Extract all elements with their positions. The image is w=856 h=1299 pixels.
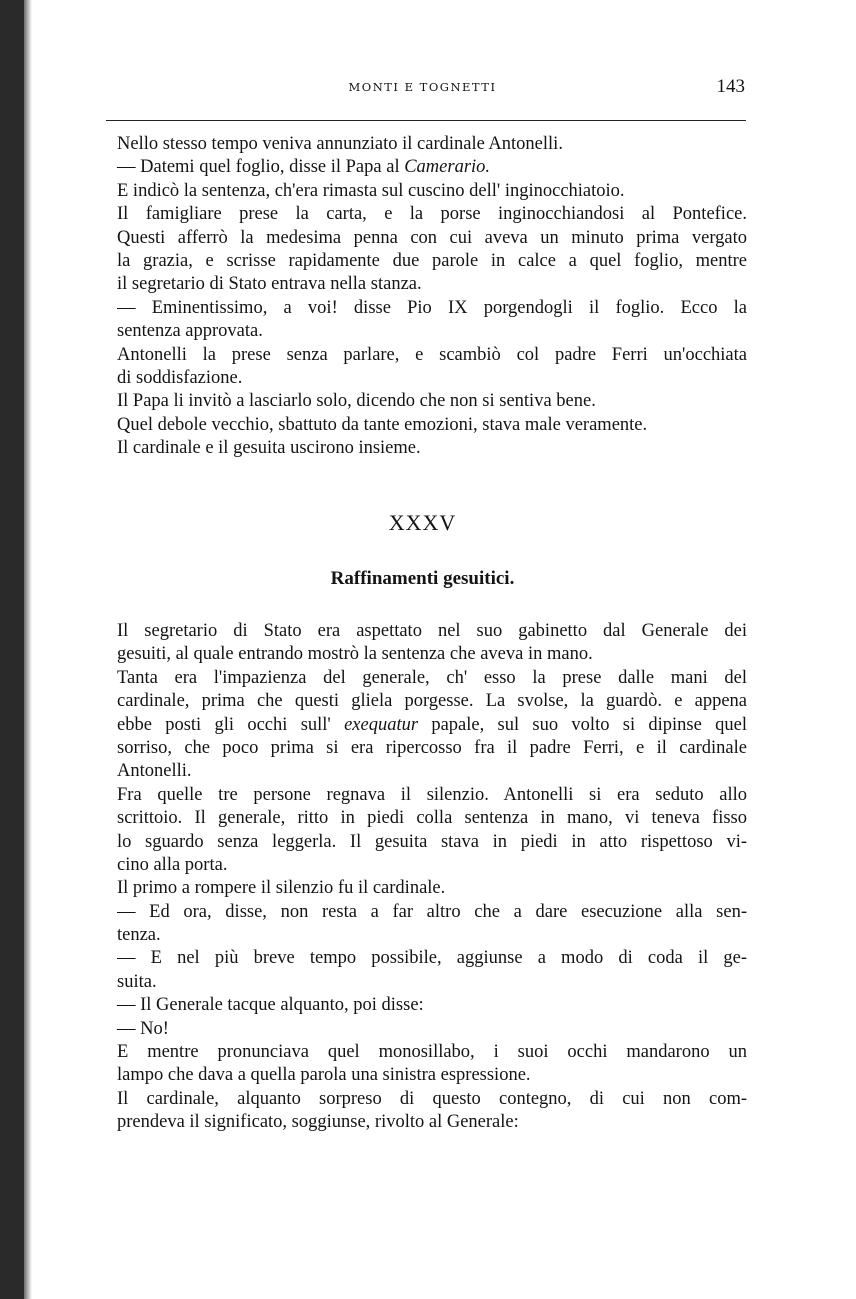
text-block-before-chapter (117, 133, 747, 460)
text-line: gesuiti, al quale entrando mostrò la sentenza che aveva in mano. (117, 644, 593, 665)
text-block-after-chapter (117, 620, 747, 1135)
text-line: — Ed ora, disse, non resta a far altro che a dare esecuzione alla sen- (117, 901, 747, 922)
book-binding-shadow (0, 0, 24, 1299)
text-line: tenza. (117, 925, 161, 946)
text-line: Antonelli la prese senza parlare, e scambiò col padre Ferri un'occhiata (117, 344, 747, 365)
text-line: sentenza approvata. (117, 321, 263, 342)
text-line: Quel debole vecchio, sbattuto da tante emozioni, stava male veramente. (117, 414, 648, 435)
text-line: di soddisfazione. (117, 367, 243, 388)
text-line: Nello stesso tempo veniva annunziato il cardinale Antonelli. (117, 134, 563, 154)
text-line: — Eminentissimo, a voi! disse Pio IX porgendogli il foglio. Ecco la (117, 297, 747, 318)
text-line: prendeva il significato, soggiunse, rivolto al Generale: (117, 1112, 519, 1133)
chapter-number: XXXV (388, 510, 457, 535)
text-line: la grazia, e scrisse rapidamente due parole in calce a quel foglio, mentre (117, 250, 747, 271)
binding-edge (24, 0, 32, 1299)
text-line: Antonelli. (117, 761, 192, 782)
text-line: Il Papa li invitò a lasciarlo solo, dicendo che non si sentiva bene. (117, 391, 596, 412)
text-line: — Il Generale tacque alquanto, poi disse: (117, 995, 424, 1016)
running-title: MONTI E TOGNETTI (348, 80, 497, 94)
text-line: Il cardinale e il gesuita uscirono insieme. (117, 438, 421, 459)
text-line: — Datemi quel foglio, disse il Papa al Camerario. (117, 157, 491, 178)
text-line: lampo che dava a quella parola una sinistra espressione. (117, 1065, 531, 1086)
text-line: Tanta era l'impazienza del generale, ch' esso la prese dalle mani del (117, 667, 747, 688)
text-line: — No! (117, 1018, 169, 1039)
text-line: cino alla porta. (117, 854, 228, 875)
text-line: il segretario di Stato entrava nella stanza. (117, 274, 422, 295)
text-line: Il famigliare prese la carta, e la porse inginocchiandosi al Pontefice. (117, 204, 747, 225)
text-line: Fra quelle tre persone regnava il silenzio. Antonelli si era seduto allo (117, 784, 747, 805)
text-line: Il segretario di Stato era aspettato nel suo gabinetto dal Generale dei (117, 621, 747, 641)
page-number: 143 (716, 76, 745, 97)
text-line: cardinale, prima che questi gliela porgesse. La svolse, la guardò. e appena (117, 691, 747, 712)
text-line: E indicò la sentenza, ch'era rimasta sul cuscino dell' inginocchiatoio. (117, 180, 625, 201)
header-rule (106, 120, 746, 121)
text-line: suita. (117, 971, 157, 992)
chapter-title: Raffinamenti gesuitici. (330, 568, 515, 589)
text-line: Il primo a rompere il silenzio fu il cardinale. (117, 878, 446, 899)
text-line: scrittoio. Il generale, ritto in piedi colla sentenza in mano, vi teneva fisso (117, 808, 747, 829)
text-line: lo sguardo senza leggerla. Il gesuita stava in piedi in atto rispettoso vi- (117, 831, 747, 852)
italic-term: Camerario. (404, 157, 491, 178)
text-line: Questi afferrò la medesima penna con cui aveva un minuto prima vergato (117, 227, 747, 248)
text-line: ebbe posti gli occhi sull' exequatur papale, sul suo volto si dipinse quel (117, 714, 747, 735)
book-page (100, 0, 760, 1299)
italic-term: exequatur (344, 714, 419, 735)
running-head (100, 78, 745, 100)
text-line: Il cardinale, alquanto sorpreso di questo contegno, di cui non com- (117, 1088, 747, 1109)
text-line: E mentre pronunciava quel monosillabo, i suoi occhi mandarono un (117, 1042, 747, 1063)
text-line: — E nel più breve tempo possibile, aggiunse a modo di coda il ge- (117, 948, 747, 969)
text-line: sorriso, che poco prima si era ripercosso fra il padre Ferri, e il cardinale (117, 737, 747, 758)
